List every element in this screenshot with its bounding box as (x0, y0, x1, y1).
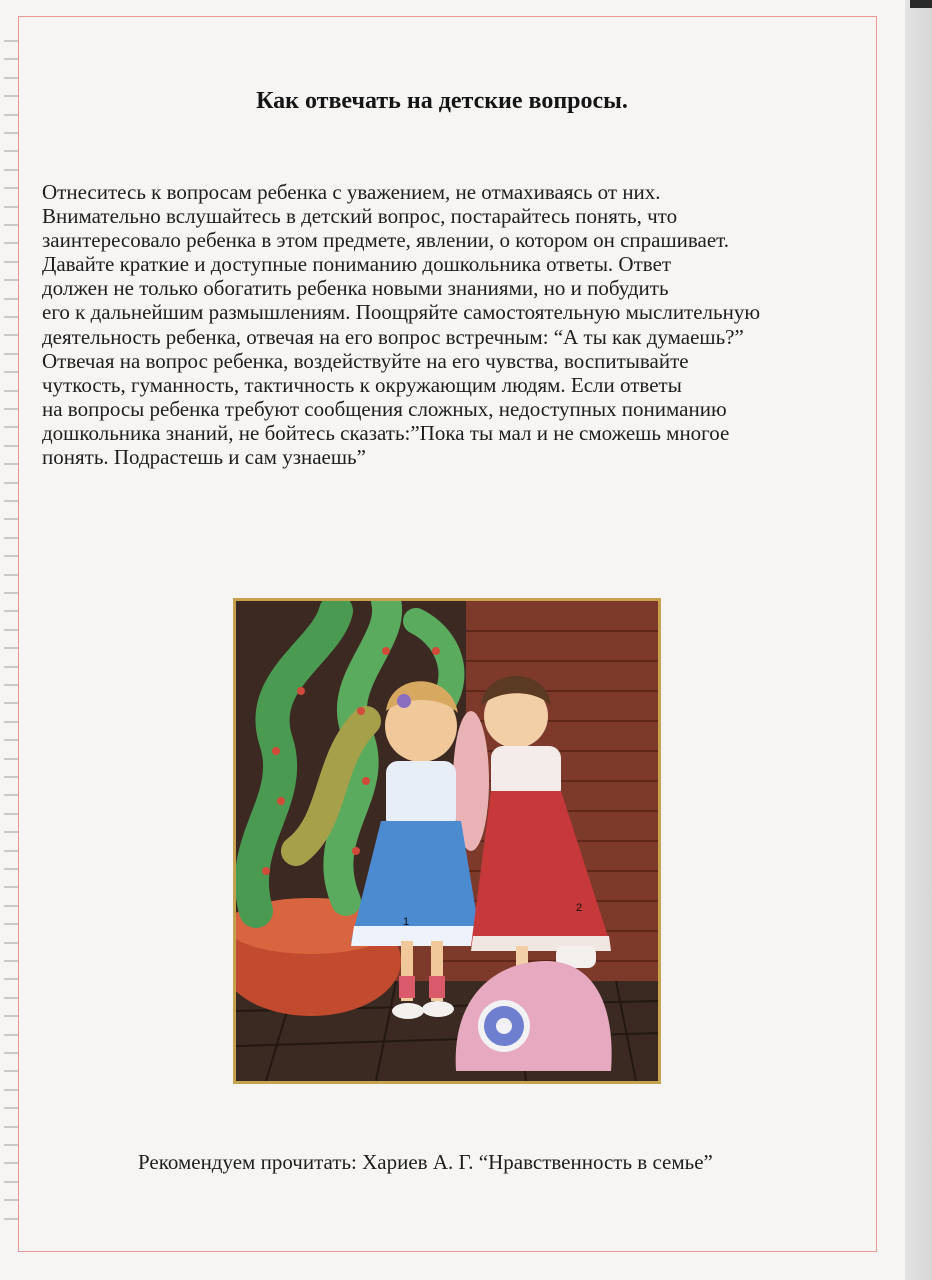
binding-tick (4, 518, 18, 520)
binding-tick (4, 702, 18, 704)
binding-tick (4, 58, 18, 60)
binding-tick (4, 390, 18, 392)
photo-illustration (236, 601, 658, 1081)
binding-tick (4, 445, 18, 447)
binding-tick (4, 978, 18, 980)
paragraph-line: Внимательно вслушайтесь в детский вопрос, постарайтесь понять, что (42, 204, 678, 229)
binding-tick (4, 647, 18, 649)
binding-tick (4, 868, 18, 870)
binding-tick (4, 1070, 18, 1072)
binding-tick (4, 206, 18, 208)
binding-tick (4, 334, 18, 336)
paragraph-line: его к дальнейшим размышлениям. Поощряйте самостоятельную мыслительную (42, 300, 761, 325)
paragraph-line: заинтересовало ребенка в этом предмете, явлении, о котором он спрашивает. (42, 228, 730, 253)
binding-tick (4, 1144, 18, 1146)
binding-tick (4, 721, 18, 723)
binding-tick (4, 132, 18, 134)
advice-paragraph (42, 180, 882, 469)
binding-tick (4, 371, 18, 373)
dress-label-2: 2 (576, 902, 583, 914)
binding-tick (4, 316, 18, 318)
binding-tick (4, 150, 18, 152)
binding-tick (4, 426, 18, 428)
binding-tick (4, 1199, 18, 1201)
binding-tick (4, 666, 18, 668)
paragraph-line: дошкольника знаний, не бойтесь сказать:”Пока ты мал и не сможешь многое (42, 420, 730, 445)
binding-tick (4, 482, 18, 484)
binding-tick (4, 77, 18, 79)
paragraph-line: чуткость, гуманность, тактичность к окружающим людям. Если ответы (42, 372, 682, 397)
binding-tick (4, 758, 18, 760)
binding-tick (4, 850, 18, 852)
binding-tick (4, 408, 18, 410)
binding-tick (4, 1218, 18, 1220)
binding-tick (4, 500, 18, 502)
binding-tick (4, 813, 18, 815)
binding-tick (4, 1107, 18, 1109)
binding-tick (4, 1015, 18, 1017)
paragraph-line: деятельность ребенка, отвечая на его вопрос встречным: “А ты как думаешь?” (42, 324, 744, 349)
paragraph-line: должен не только обогатить ребенка новыми знаниями, но и побудить (42, 276, 669, 301)
binding-tick (4, 776, 18, 778)
recommended-reading: Рекомендуем прочитать: Хариев А. Г. “Нравственность в семье” (138, 1150, 713, 1174)
paragraph-line: Давайте краткие и доступные пониманию дошкольника ответы. Ответ (42, 252, 672, 277)
paragraph-line: понять. Подрастешь и сам узнаешь” (42, 445, 366, 470)
dress-label-1: 1 (403, 916, 410, 928)
paragraph-line: Отнеситесь к вопросам ребенка с уважением, не отмахиваясь от них. (42, 180, 661, 204)
spiral-binding-marks (0, 40, 20, 1240)
binding-tick (4, 574, 18, 576)
binding-tick (4, 592, 18, 594)
binding-tick (4, 831, 18, 833)
binding-tick (4, 279, 18, 281)
binding-tick (4, 886, 18, 888)
binding-tick (4, 942, 18, 944)
binding-tick (4, 739, 18, 741)
binding-tick (4, 997, 18, 999)
binding-tick (4, 169, 18, 171)
binding-tick (4, 261, 18, 263)
binding-tick (4, 224, 18, 226)
binding-tick (4, 463, 18, 465)
binding-tick (4, 353, 18, 355)
binding-tick (4, 555, 18, 557)
binding-tick (4, 1181, 18, 1183)
scan-corner-shadow (910, 0, 932, 8)
page-title: Как отвечать на детские вопросы. (256, 88, 628, 114)
binding-tick (4, 794, 18, 796)
scanner-edge (905, 0, 932, 1280)
binding-tick (4, 610, 18, 612)
binding-tick (4, 1052, 18, 1054)
binding-tick (4, 1126, 18, 1128)
paragraph-line: на вопросы ребенка требуют сообщения сложных, недоступных пониманию (42, 396, 727, 421)
binding-tick (4, 1162, 18, 1164)
binding-tick (4, 960, 18, 962)
binding-tick (4, 40, 18, 42)
binding-tick (4, 242, 18, 244)
binding-tick (4, 1034, 18, 1036)
binding-tick (4, 537, 18, 539)
binding-tick (4, 684, 18, 686)
binding-tick (4, 187, 18, 189)
children-photo (233, 598, 661, 1084)
paragraph-line: Отвечая на вопрос ребенка, воздействуйте на его чувства, воспитывайте (42, 348, 689, 373)
binding-tick (4, 629, 18, 631)
binding-tick (4, 298, 18, 300)
binding-tick (4, 1089, 18, 1091)
binding-tick (4, 923, 18, 925)
binding-tick (4, 905, 18, 907)
